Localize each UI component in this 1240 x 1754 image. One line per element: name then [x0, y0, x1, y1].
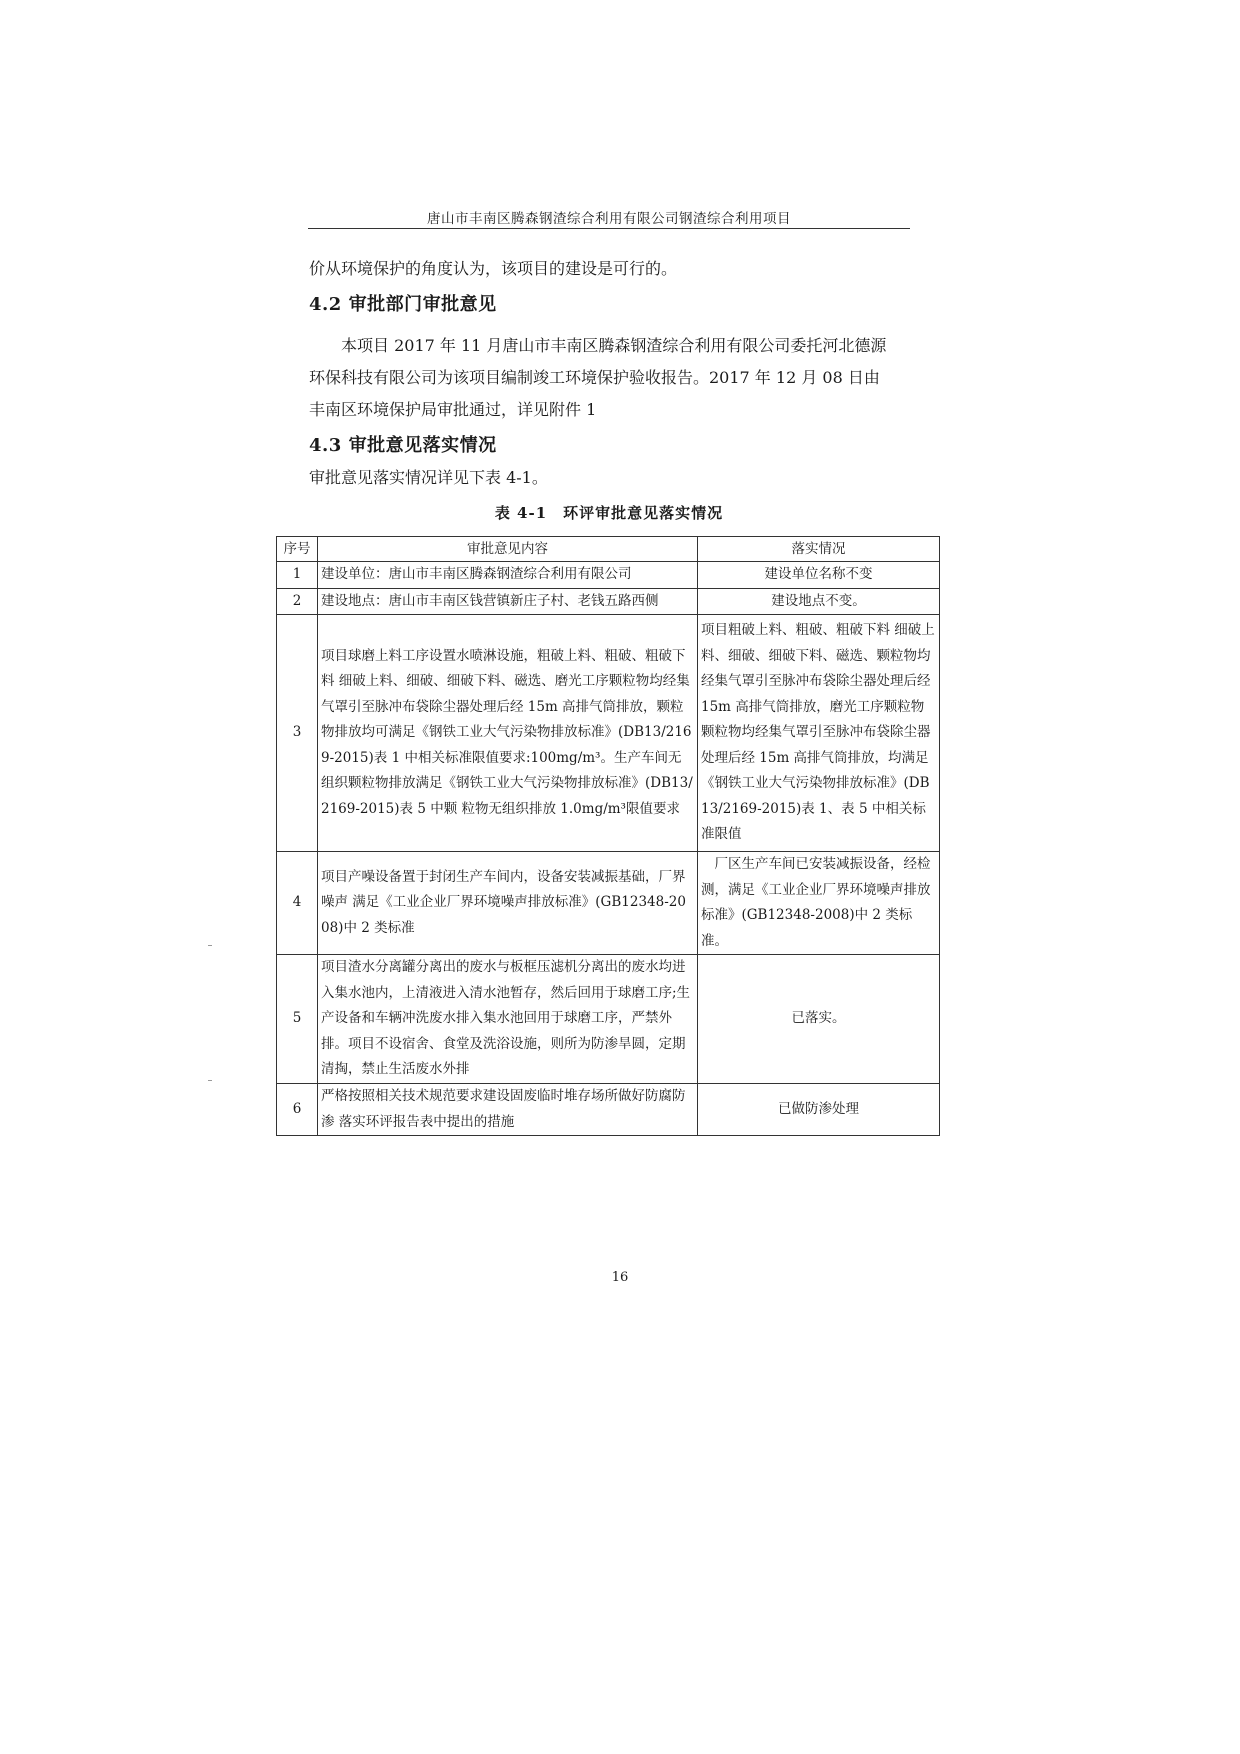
row-no: 4	[277, 852, 318, 955]
row-no: 3	[277, 615, 318, 852]
section-4-3-title: 4.3 审批意见落实情况	[309, 435, 497, 456]
header-opinion: 审批意见内容	[318, 537, 698, 562]
table-row	[277, 955, 940, 1084]
approval-table	[276, 536, 940, 1136]
header-no: 序号	[277, 537, 318, 562]
table-row	[277, 588, 940, 615]
section-4-3-line: 审批意见落实情况详见下表 4-1。	[309, 468, 548, 487]
row-no: 2	[277, 588, 318, 615]
scan-speck	[208, 1080, 212, 1081]
section-4-2-line-1: 本项目 2017 年 11 月唐山市丰南区腾森钢渣综合利用有限公司委托河北德源	[341, 336, 887, 355]
row-opinion: 建设地点：唐山市丰南区钱营镇新庄子村、老钱五路西侧	[318, 588, 698, 615]
row-opinion: 项目渣水分离罐分离出的废水与板框压滤机分离出的废水均进入集水池内，上清液进入清水池暂存，然后回用于球磨工序;生产设备和车辆冲洗废水排入集水池回用于球磨工序，严禁外排。项目不设宿舍、食堂及洗浴设施，则所为防渗旱圆，定期清掏，禁止生活废水外排	[318, 955, 698, 1084]
section-4-2-line-3: 丰南区环境保护局审批通过，详见附件 1	[309, 400, 597, 419]
row-opinion: 项目球磨上料工序设置水喷淋设施，粗破上料、粗破、粗破下料 细破上料、细破、细破下料、磁选、磨光工序颗粒物均经集气罩引至脉冲布袋除尘器处理后经 15m 高排气筒排放，颗粒物排放均可满足《钢铁工业大气污染物排放标准》(DB13/2169-2015)表 1 中相关标准限值要求:100mg/m³。生产车间无组织颗粒物排放满足《钢铁工业大气污染物排放标准》(DB13/2169-2015)表 5 中颗 粒物无组织排放 1.0mg/m³限值要求	[318, 615, 698, 852]
table-row	[277, 562, 940, 589]
row-opinion: 严格按照相关技术规范要求建设固废临时堆存场所做好防腐防渗 落实环评报告表中提出的措施	[318, 1084, 698, 1136]
row-result: 项目粗破上料、粗破、粗破下料 细破上料、细破、细破下料、磁选、颗粒物均经集气罩引至脉冲布袋除尘器处理后经 15m 高排气筒排放，磨光工序颗粒物颗粒物均经集气罩引至脉冲布袋除尘器处理后经 15m 高排气筒排放，均满足《钢铁工业大气污染物排放标准》(DB13/2169-2015)表 1、表 5 中相关标准限值	[698, 615, 940, 852]
table-header-row	[277, 537, 940, 562]
intro-line: 价从环境保护的角度认为，该项目的建设是可行的。	[309, 259, 678, 278]
section-4-2-line-2: 环保科技有限公司为该项目编制竣工环境保护验收报告。2017 年 12 月 08 日由	[309, 368, 880, 387]
row-no: 6	[277, 1084, 318, 1136]
row-opinion: 项目产噪设备置于封闭生产车间内，设备安装减振基础，厂界噪声 满足《工业企业厂界环境噪声排放标准》(GB12348-2008)中 2 类标准	[318, 852, 698, 955]
table-row	[277, 615, 940, 852]
row-opinion: 建设单位：唐山市丰南区腾森钢渣综合利用有限公司	[318, 562, 698, 589]
row-result: 已做防渗处理	[698, 1084, 940, 1136]
row-no: 1	[277, 562, 318, 589]
running-header: 唐山市丰南区腾森钢渣综合利用有限公司钢渣综合利用项目	[427, 211, 791, 227]
table-row	[277, 1084, 940, 1136]
page-number: 16	[611, 1270, 629, 1285]
row-result: 建设地点不变。	[698, 588, 940, 615]
row-no: 5	[277, 955, 318, 1084]
header-rule	[308, 228, 910, 229]
section-4-2-title: 4.2 审批部门审批意见	[309, 294, 497, 315]
row-result: 已落实。	[698, 955, 940, 1084]
table-caption: 表 4-1 环评审批意见落实情况	[494, 504, 724, 522]
table-row	[277, 852, 940, 955]
scan-speck	[208, 945, 212, 946]
row-result: 建设单位名称不变	[698, 562, 940, 589]
row-result: 厂区生产车间已安装减振设备，经检测，满足《工业企业厂界环境噪声排放标准》(GB12348-2008)中 2 类标准。	[698, 852, 940, 955]
header-result: 落实情况	[698, 537, 940, 562]
